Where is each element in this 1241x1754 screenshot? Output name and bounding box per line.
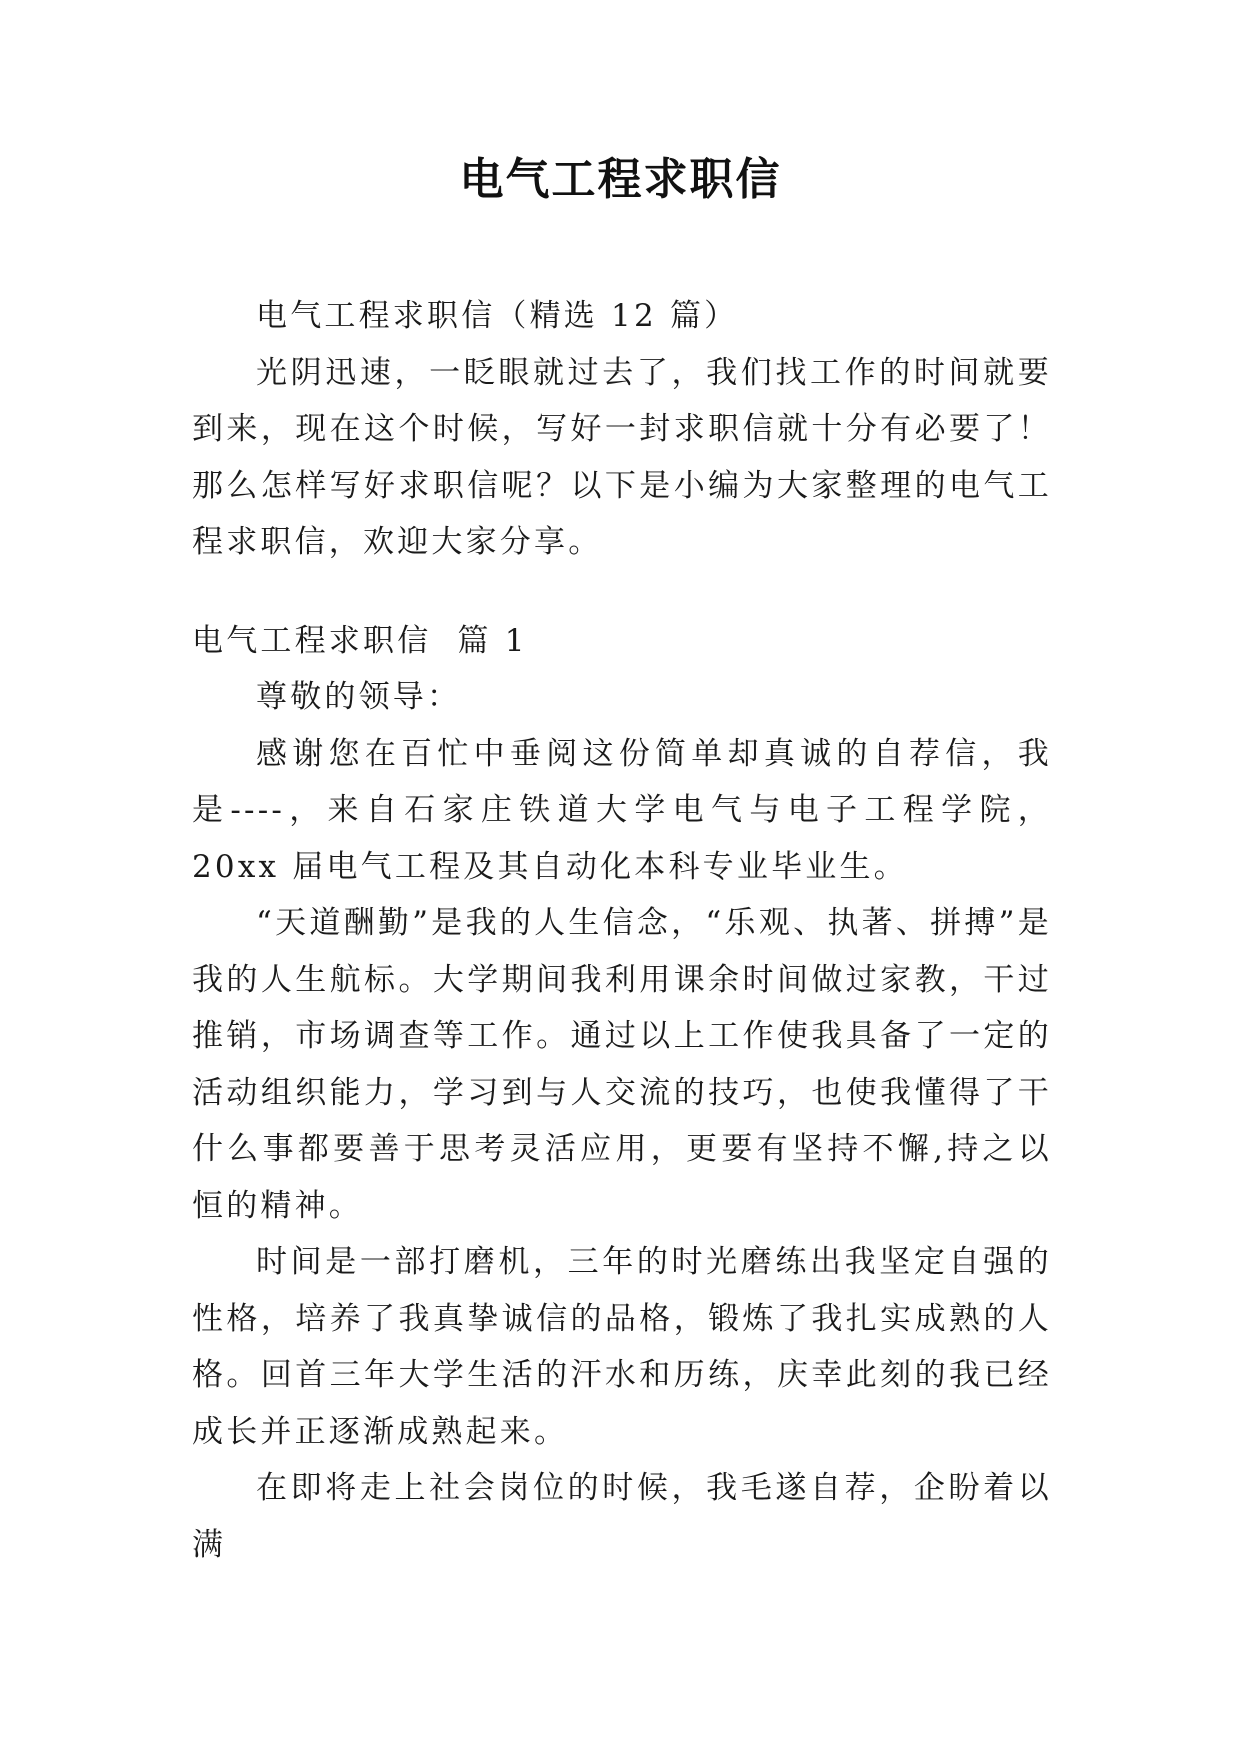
section-heading: 电气工程求职信 篇 1	[192, 622, 528, 659]
body-paragraph-4: 在即将走上社会岗位的时候，我毛遂自荐，企盼着以满	[192, 1470, 1052, 1563]
section-spacer	[192, 571, 1052, 613]
salutation: 尊敬的领导：	[256, 679, 462, 715]
body-paragraph-3: 时间是一部打磨机，三年的时光磨练出我坚定自强的性格，培养了我真挚诚信的品格，锻炼了我扎实成熟的人格。回首三年大学生活的汗水和历练，庆幸此刻的我已经成长并正逐渐成熟起来。	[192, 1244, 1052, 1450]
body-paragraph-2: “天道酬勤”是我的人生信念，“乐观、执著、拼搏”是我的人生航标。大学期间我利用课余时间做过家教，干过推销，市场调查等工作。通过以上工作使我具备了一定的活动组织能力，学习到与人交流的技巧，也使我懂得了干什么事都要善于思考灵活应用，更要有坚持不懈,持之以恒的精神。	[192, 905, 1052, 1224]
body-paragraph-1: 感谢您在百忙中垂阅这份简单却真诚的自荐信，我是----，来自石家庄铁道大学电气与电子工程学院，20xx 届电气工程及其自动化本科专业毕业生。	[192, 735, 1052, 885]
intro-paragraph: 光阴迅速，一眨眼就过去了，我们找工作的时间就要到来，现在这个时候，写好一封求职信就十分有必要了！那么怎样写好求职信呢？以下是小编为大家整理的电气工程求职信，欢迎大家分享。	[192, 354, 1052, 560]
document-body	[192, 288, 1052, 1573]
document-subtitle: 电气工程求职信（精选 12 篇）	[256, 298, 739, 334]
document-title: 电气工程求职信	[459, 154, 782, 205]
